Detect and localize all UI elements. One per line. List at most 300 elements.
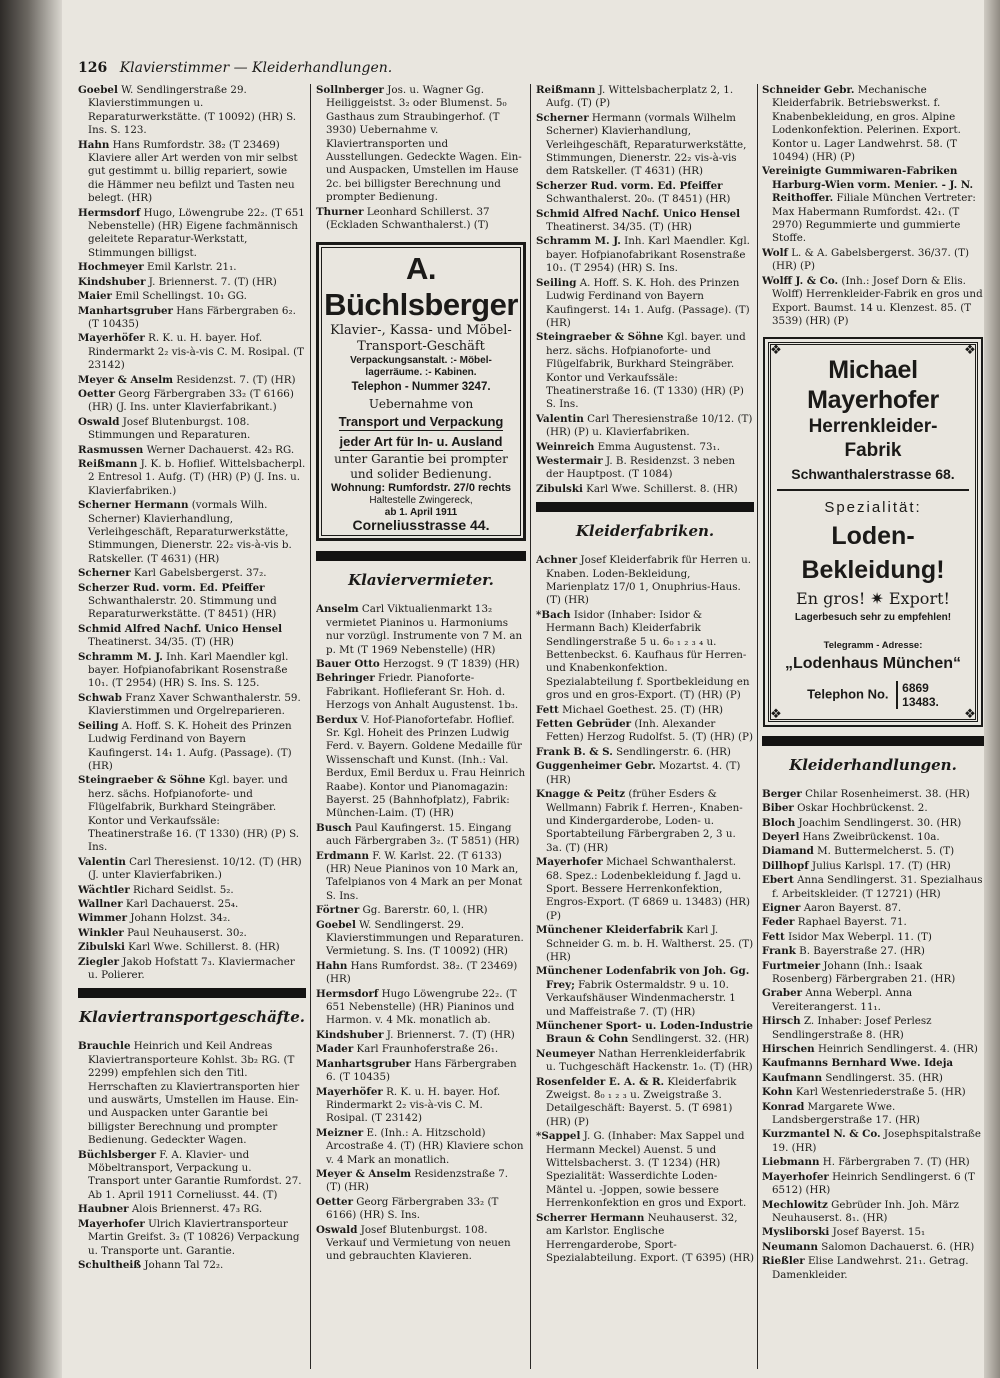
entry-name: Guggenheimer Gebr.: [536, 760, 656, 773]
entry-details: Leonhard Schillerst. 37 (Eckladen Schwanthalerst.) (T): [326, 205, 490, 232]
entry-details: Josephspitalstraße 19. (HR): [772, 1128, 982, 1154]
entry-name: Steingraeber & Söhne: [536, 331, 664, 344]
directory-entry: [316, 960, 526, 987]
entry-details: Heinrich und Keil Andreas Klaviertransporteure Kohlst. 3b₂ RG. (T 2299) empfehlen sich den Titl. Herrschaften zu Klaviertransporten hier und auswärts, Umstellen im Hause. Ein- und Auspacken unter Garantie bei billigster Berechnung und prompter Bedienung. Gedeckter Wagen.: [88, 1040, 300, 1147]
entry-name: Bauer Otto: [316, 657, 380, 670]
entry-name: Fetten Gebrüder: [536, 718, 632, 731]
directory-entry: [316, 988, 526, 1028]
entry-name: Westermair: [536, 454, 603, 467]
entry-details: Karl J. Schneider G. m. b. H. Waltherst. 25. (T) (HR): [546, 924, 754, 963]
directory-entry: [316, 84, 526, 205]
entry-name: Meizner: [316, 1126, 364, 1139]
directory-entry: [536, 180, 754, 207]
ornament-icon: ❖: [964, 705, 976, 721]
entry-details: Sendlingerst. 35. (HR): [825, 1071, 943, 1084]
directory-entry: [762, 831, 984, 844]
ad-text: Transport-Geschäft: [357, 339, 485, 355]
entry-details: Jakob Hofstatt 7₃. Klaviermacher u. Polierer.: [88, 955, 295, 981]
entry-details: Elise Landwehrst. 21₁. Getrag. Damenkleider.: [772, 1255, 969, 1281]
entry-details: (früher Esders & Wellmann) Fabrik f. Herren-, Knaben- und Kindergarderobe, Loden- u. Sportabteilung Färbergraben 2, 3 u. 3a. (T) (HR): [546, 788, 743, 854]
directory-entry: [78, 261, 306, 274]
entry-details: Residenzst. 7. (T) (HR): [176, 373, 296, 386]
entry-details: Johann (Inh.: Isaak Rosenberg) Färbergraben 21. (HR): [772, 959, 956, 985]
entry-details: (Inh.: Josef Dorn & Elis. Wolff) Herrenkleider-Fabrik en gros und Export. Baumst. 14 u. Klenzest. 85. (T 3539) (HR) (P): [772, 274, 983, 327]
entry-name: Hirschen: [762, 1043, 815, 1056]
entry-details: Hermann (vormals Wilhelm Scherner) Klavierhandlung, Verleihgeschäft, Reparaturwerkstätte, Stimmungen, Dienerstr. 22₂ vis-à-vis dem Ratskeller. (T 4631) (HR): [546, 111, 747, 178]
entry-details: Emma Augustenst. 73₁.: [597, 440, 720, 453]
directory-entry: [762, 275, 984, 329]
directory-entry: [536, 609, 754, 703]
section-heading: Klaviervermieter.: [348, 571, 494, 590]
directory-entry: [536, 746, 754, 759]
entry-details: Karl Wwe. Schillerst. 8. (HR): [586, 482, 738, 495]
directory-entry: [536, 1212, 754, 1266]
entry-details: Gg. Barerstr. 60, l. (HR): [362, 904, 488, 917]
entry-name: Wimmer: [78, 912, 128, 925]
directory-entry: [316, 1058, 526, 1085]
directory-entry: [762, 845, 984, 858]
directory-entry: [316, 919, 526, 959]
entry-details: Inh. Karl Maendler. Kgl. bayer. Hofpianofabrikant Rosenstraße 10₁. (T 2954) (HR) S. Ins.: [546, 235, 750, 275]
entry-details: Josef Bayerst. 15₁: [832, 1226, 926, 1239]
directory-entry: [78, 651, 306, 691]
entry-name: Mayerhöfer: [78, 332, 145, 345]
entry-details: Hugo Löwengrube 22₂. (T 651 Nebenstelle) (HR) Pianinos und Harmon. v. 4 Mk. monatlich ab.: [326, 987, 517, 1027]
entry-name: Eigner: [762, 901, 801, 914]
ad-text: Uebernahme von: [368, 396, 474, 411]
directory-entry: [78, 207, 306, 261]
entry-details: B. Bayerstraße 27. (HR): [799, 945, 925, 958]
section-heading: Kleiderfabriken.: [575, 522, 715, 541]
entry-name: Schramm M. J.: [78, 650, 163, 663]
directory-entry: [536, 112, 754, 179]
directory-entry: [762, 931, 984, 944]
ornament-icon: ❖: [770, 342, 782, 358]
entry-details: Carl Theresienst. 10/12. (T) (HR) (J. unter Klavierfabriken.): [88, 855, 302, 882]
directory-entry: [536, 277, 754, 331]
entry-name: Ebert: [762, 874, 794, 887]
entry-name: Berdux: [316, 713, 358, 726]
section-rule: [536, 502, 754, 512]
entry-name: Hirsch: [762, 1015, 801, 1028]
directory-entry: [762, 1072, 984, 1085]
entry-name: Mayerhofer: [536, 856, 603, 869]
directory-entry: [536, 924, 754, 964]
section-heading: Kleiderhandlungen.: [789, 755, 957, 774]
entry-details: W. Sendlingerst. 29. Klavierstimmungen und Reparaturen. Vermietung. S. Ins. (T 10092) (HR): [326, 918, 524, 958]
entry-details: L. & A. Gabelsbergerst. 36/37. (T) (HR) (P): [772, 246, 969, 273]
entry-details: R. K. u. H. bayer. Hof. Rindermarkt 2₂ vis-à-vis C. M. Rosipal. (T 23142): [88, 332, 305, 372]
directory-entry: [536, 788, 754, 855]
directory-entry: [762, 1086, 984, 1099]
entry-details: V. Hof-Pianofortefabr. Hoflief. Sr. Kgl. Hoheit des Prinzen Ludwig Ferd. v. Bayern. Goldene Medaille für Wissenschaft und Kunst. (Inh.: Val. Berdux, Emil Berdux u. Frau Heinrich Raabe). Kontor und Pianomagazin: Bayerst. 25 (Bahnhofplatz), Fabrik: München-Laim. (T) (HR): [326, 713, 526, 820]
advertisement-buechlsberger: [316, 242, 526, 541]
ad-text: ab 1. April 1911: [384, 506, 458, 518]
directory-entry: [78, 774, 306, 854]
entry-name: Scherner: [536, 111, 589, 124]
entry-details: Hans Rumfordst. 38₂. (T 23469) (HR): [326, 959, 518, 986]
entry-details: Neuhauserst. 32, am Karlstor. Englische Herrengarderobe, Sport-Spezialabteilung. Export. (T 6395) (HR): [546, 1211, 754, 1264]
entry-details: Emil Schellingst. 10₁ GG.: [115, 290, 247, 303]
directory-entry: [762, 1015, 984, 1042]
ad-text: Transport und Verpackung: [338, 413, 504, 429]
directory-entry: [762, 945, 984, 958]
entry-name: Liebmann: [762, 1156, 820, 1169]
directory-entry: [536, 483, 754, 496]
entry-name: Sollnberger: [316, 84, 384, 96]
entry-name: Rosenfelder E. A. & R.: [536, 1075, 665, 1088]
entry-name: Ziegler: [78, 955, 120, 968]
directory-entry: [78, 139, 306, 206]
column-1: [78, 84, 306, 1369]
entry-details: W. Sendlingerstraße 29. Klavierstimmungen u. Reparaturwerkstätte. (T 10092) (HR) S. Ins. S. 123.: [88, 84, 297, 137]
entry-details: Karl Gabelsbergerst. 37₂.: [133, 567, 267, 580]
directory-entry: [78, 444, 306, 457]
entry-name: Reißmann: [78, 457, 138, 470]
column-2: [316, 84, 526, 1369]
ad-text: unter Garantie bei prompter: [334, 451, 508, 466]
directory-entry: [316, 672, 526, 712]
entry-name: Hahn: [78, 138, 110, 151]
entry-name: Neumeyer: [536, 1047, 595, 1060]
column-3: [536, 84, 754, 1369]
entry-name: Zibulski: [78, 941, 125, 954]
entry-name: Scherzer Rud. vorm. Ed. Pfeiffer: [536, 179, 723, 192]
entry-name: Oswald: [78, 415, 120, 428]
directory-entry: [316, 603, 526, 657]
directory-entry: [536, 704, 754, 717]
entry-name: Kindshuber: [316, 1028, 384, 1041]
entry-details: Paul Kaufingerst. 15. Eingang auch Färbergraben 3₂. (T 5851) (HR): [326, 821, 520, 848]
entry-details: Kgl. bayer. und herz. sächs. Hofpianoforte- und Flügelfabrik, Burkhard Steingräber. Kontor und Verkaufssäle: Theatinerstraße 16. (T 1330) (HR) (P) S. Ins.: [546, 331, 746, 411]
column-divider: [757, 84, 758, 1369]
entry-list: [536, 554, 754, 1265]
entry-details: Josef Kleiderfabrik für Herren u. Knaben. Loden-Bekleidung, Marienplatz 17/0 1, Onuphrius-Haus. (T) (HR): [546, 554, 751, 607]
entry-name: Hermsdorf: [78, 206, 141, 219]
entry-details: Werner Dachauerst. 42₃ RG.: [146, 443, 295, 456]
entry-details: Mechanische Kleiderfabrik. Betriebswerkst. f. Knabenbekleidung, en gros. Alpine Lodenkonfektion. Pelerinen. Export. Kontor u. Lager Landwehrst. 58. (T 10494) (HR) (P): [772, 84, 961, 164]
ad-text: jeder Art für In- u. Ausland: [339, 433, 503, 449]
entry-name: Furtmeier: [762, 959, 821, 972]
entry-details: Schwanthalerstr. 20. Stimmung und Reparaturwerkstätte. (T 8451) (HR): [88, 595, 277, 621]
directory-entry: [78, 1203, 306, 1216]
entry-name: Oetter: [316, 1195, 354, 1208]
entry-details: J. Briennerst. 7. (T) (HR): [386, 1028, 515, 1041]
ad-text: und solider Bedienung.: [350, 466, 492, 481]
entry-details: Friedr. Pianoforte-Fabrikant. Hoflieferant Sr. Hoh. d. Herzogs von Anhalt Augustenst. 1b₃.: [326, 672, 519, 712]
directory-entry: [762, 84, 984, 164]
entry-details: Herzogst. 9 (T 1839) (HR): [383, 657, 520, 670]
directory-entry: [762, 1057, 984, 1070]
ad-text: Lagerbesuch sehr zu empfehlen!: [794, 612, 952, 624]
entry-details: Kleiderfabrik Zweigst. 8₀ ₁ ₂ ₃ u. Zweigstraße 3. Detailgeschäft: Bayerst. 5. (T 6981) (HR) (P): [546, 1075, 737, 1128]
directory-entry: [762, 902, 984, 915]
column-4: [762, 84, 984, 1369]
ad-telegram-address: „Lodenhaus München“: [785, 654, 961, 672]
entry-details: Paul Neuhauserst. 30₂.: [127, 926, 247, 939]
entry-details: Aaron Bayerst. 87.: [803, 901, 902, 914]
entry-name: Berger: [762, 787, 802, 800]
entry-name: Mayerhöfer: [316, 1085, 383, 1098]
entry-name: Winkler: [78, 926, 124, 939]
directory-entry: [536, 718, 754, 745]
ad-telephone-number: 6869: [902, 680, 929, 695]
entry-name: Kaufmann: [762, 1071, 823, 1084]
entry-name: Seiling: [536, 276, 577, 289]
entry-details: Karl Dachauerst. 25₄.: [125, 897, 239, 910]
entry-name: Schultheiß: [78, 1258, 142, 1271]
directory-entry: [78, 582, 306, 622]
entry-name: Scherrer Hermann: [536, 1211, 645, 1224]
entry-name: Mayerhofer: [762, 1170, 829, 1183]
entry-details: H. Färbergraben 7. (T) (HR): [822, 1156, 970, 1169]
directory-entry: [762, 802, 984, 815]
page-number: 126: [78, 60, 108, 76]
entry-details: Theatinerst. 34/35. (T) (HR): [88, 636, 234, 649]
entry-details: J. Briennerst. 7. (T) (HR): [148, 275, 277, 288]
directory-entry: [316, 658, 526, 671]
entry-details: Isidor Max Weberpl. 11. (T): [788, 930, 932, 943]
directory-entry: [78, 1218, 306, 1258]
entry-name: Thurner: [316, 205, 364, 218]
advertisement-mayerhofer: [768, 342, 978, 721]
entry-name: Mader: [316, 1043, 354, 1056]
directory-entry: [316, 1043, 526, 1056]
entry-name: Manhartsgruber: [78, 304, 173, 317]
entry-name: Achner: [536, 554, 578, 567]
entry-details: J. Wittelsbacherplatz 2, 1. Aufg. (T) (P): [546, 84, 734, 110]
entry-name: Knagge & Peitz: [536, 788, 626, 801]
entry-details: Anna Weberpl. Anna Vereiterangerst. 11₁.: [772, 987, 913, 1013]
entry-name: Steingraeber & Söhne: [78, 774, 206, 787]
entry-name: Goebel: [78, 84, 118, 96]
entry-name: Feder: [762, 916, 795, 929]
entry-details: Sendlingerst. 32. (HR): [631, 1033, 750, 1046]
entry-name: Frank B. & S.: [536, 745, 613, 758]
column-divider: [310, 84, 311, 1369]
directory-entry: [762, 987, 984, 1014]
entry-details: Hans Färbergraben 6. (T 10435): [326, 1057, 517, 1084]
entry-details: Inh. Karl Maendler kgl. bayer. Hofpianofabrikant Rosenstraße 10₁. (T 2954) (HR) S. Ins. S. 125.: [88, 650, 289, 690]
entry-details: Karl Wwe. Schillerst. 8. (HR): [128, 941, 280, 954]
entry-name: Konrad: [762, 1100, 805, 1113]
entry-details: Heinrich Sendlingerst. 6 (T 6512) (HR): [772, 1170, 975, 1197]
book-gutter: [0, 0, 62, 1378]
entry-name: Kurzmantel N. & Co.: [762, 1128, 881, 1141]
entry-details: Theatinerst. 34/35. (T) (HR): [546, 221, 692, 234]
directory-entry: [536, 965, 754, 1019]
directory-entry: [536, 413, 754, 440]
entry-details: J. B. Residenzst. 3 neben der Hauptpost. (T 1084): [546, 454, 735, 481]
entry-name: Rießler: [762, 1255, 805, 1268]
entry-list: [762, 84, 984, 328]
entry-details: Isidor (Inhaber: Isidor & Hermann Bach) Kleiderfabrik Sendlingerstraße 5 u. 6₀ ₁ ₂ ₃ ₄ u. Bettenbeckst. 6. Kaufhaus für Herren- und Knabenkonfektion. Spezialabteilung f. Sportbekleidung en gros und en gros-Export. (T) (HR) (P): [546, 608, 750, 702]
entry-details: Schwanthalerst. 20₀. (T 8451) (HR): [546, 193, 731, 206]
entry-details: Karl Westenriederstraße 5. (HR): [795, 1086, 966, 1099]
entry-name: Zibulski: [536, 482, 583, 495]
ad-address: Wohnung: Rumfordstr. 27/0 rechts: [330, 481, 512, 494]
directory-entry: [536, 1130, 754, 1210]
entry-details: A. Hoff. S. K. Hoheit des Prinzen Ludwig Ferdinand von Bayern Kaufingerst. 14₁ 1. Aufg. (Passage). (T) (HR): [88, 719, 292, 772]
directory-entry: [78, 332, 306, 372]
entry-name: Oswald: [316, 1223, 358, 1236]
entry-name: Anselm: [316, 603, 359, 616]
directory-entry: [762, 1171, 984, 1198]
directory-entry: [762, 1043, 984, 1056]
ad-telephone: [777, 681, 969, 709]
ad-text: Fabrik: [844, 440, 902, 462]
ad-company-name: Michael Mayerhofer: [807, 356, 939, 415]
entry-name: Schneider Gebr.: [762, 84, 855, 96]
entry-list: [78, 84, 306, 982]
directory-entry: [78, 720, 306, 774]
directory-entry: [536, 441, 754, 454]
entry-name: Meyer & Anselm: [316, 1167, 412, 1180]
directory-entry: [78, 856, 306, 883]
directory-entry: [762, 1156, 984, 1169]
entry-name: Dillhopf: [762, 859, 809, 872]
entry-details: Filiale München Vertreter: Max Habermann Rumfordst. 42₁. (T 2970) Regummierte und gummierte Stoffe.: [772, 192, 976, 245]
entry-name: Wächtler: [78, 883, 130, 896]
directory-entry: [536, 1020, 754, 1047]
directory-entry: [536, 856, 754, 923]
entry-name: Vereinigte Gummiwaren-Fabriken Harburg-Wien vorm. Menier. - J. N. Reithoffer.: [762, 165, 974, 205]
ad-text: Herrenkleider-: [808, 416, 938, 438]
entry-details: E. (Inh.: A. Hitzschold) Arcostraße 4. (T) (HR) Klaviere schon v. 4 Mark an monatlich.: [326, 1126, 524, 1166]
directory-entry: [762, 1255, 984, 1282]
entry-details: Nathan Herrenkleiderfabrik u. Tuchgeschäft Hackenstr. 1₀. (T) (HR): [546, 1047, 753, 1074]
entry-details: Oskar Hochbrückenst. 2.: [797, 802, 928, 815]
entry-name: Hermsdorf: [316, 987, 379, 1000]
directory-entry: [316, 1029, 526, 1042]
entry-name: Schramm M. J.: [536, 235, 621, 248]
entry-name: Behringer: [316, 672, 375, 685]
directory-entry: [78, 692, 306, 719]
directory-entry: [316, 1196, 526, 1223]
facing-page-edge: [984, 0, 1000, 1378]
ad-address: Corneliusstrasse 44.: [352, 516, 490, 533]
ad-telephone-label: Telephon No.: [807, 686, 889, 702]
entry-details: Julius Karlspl. 17. (T) (HR): [811, 859, 951, 872]
section-rule: [316, 551, 526, 561]
directory-entry: [78, 276, 306, 289]
entry-name: Schmid Alfred Nachf. Unico Hensel: [78, 622, 283, 635]
entry-name: Fett: [536, 703, 559, 716]
entry-name: Münchener Lodenfabrik von Joh. Gg. Frey;: [536, 965, 750, 991]
ad-text: Haltestelle Zwingereck,: [369, 494, 473, 506]
directory-entry: [316, 1127, 526, 1167]
entry-name: Biber: [762, 802, 794, 815]
ornament-icon: ❖: [770, 705, 782, 721]
entry-name: Kaufmanns Bernhard Wwe. Ideja: [762, 1057, 954, 1070]
entry-details: Johann Holzst. 34₂.: [130, 912, 231, 925]
directory-entry: [762, 788, 984, 801]
ad-headline: Loden-Bekleidung!: [801, 522, 945, 585]
entry-details: Ulrich Klaviertransporteur Martin Greifst. 3₂ (T 10826) Verpackung u. Transporte unt. Garantie.: [88, 1217, 300, 1257]
ad-telephone-numbers: [896, 681, 939, 709]
directory-entry: [78, 290, 306, 303]
entry-details: J. K. b. Hoflief. Wittelsbacherpl. 2 Entresol 1. Aufg. (T) (HR) (P) (J. Ins. u. Klavierfabriken.): [88, 457, 306, 497]
directory-entry: [536, 84, 754, 111]
directory-entry: [78, 416, 306, 443]
ad-text: lagerräume. :- Kabinen.: [365, 367, 477, 379]
entry-name: Mysliborski: [762, 1226, 830, 1239]
entry-name: Mayerhofer: [78, 1217, 145, 1230]
entry-name: Wallner: [78, 897, 123, 910]
directory-entry: [762, 1241, 984, 1254]
directory-entry: [762, 1226, 984, 1239]
entry-name: Deyerl: [762, 830, 800, 843]
directory-entry: [316, 1168, 526, 1195]
ad-address: Schwanthalerstrasse 68.: [777, 463, 969, 491]
directory-entry: [762, 874, 984, 901]
ad-text: Verpackungsanstalt. :- Möbel-: [350, 355, 492, 367]
entry-name: Erdmann: [316, 849, 370, 862]
entry-details: Josef Blutenburgst. 108. Verkauf und Vermietung von neuen und gebrauchten Klavieren.: [326, 1223, 511, 1263]
directory-entry: [78, 941, 306, 954]
directory-entry: [536, 455, 754, 482]
entry-list: [762, 788, 984, 1282]
directory-entry: [78, 884, 306, 897]
directory-entry: [762, 916, 984, 929]
entry-details: Richard Seidlst. 5₂.: [133, 883, 234, 896]
entry-name: Wolff J. & Co.: [762, 274, 839, 287]
entry-details: Salomon Dachauerst. 6. (HR): [821, 1240, 975, 1253]
entry-name: Mechlowitz: [762, 1198, 828, 1211]
entry-details: Gebrüder Inh. Joh. März Neuhauserst. 8₁. (HR): [772, 1198, 959, 1224]
entry-list: [536, 84, 754, 496]
directory-entry: [78, 374, 306, 387]
directory-entry: [762, 165, 984, 245]
entry-details: Hans Färbergraben 6₂. (T 10435): [88, 304, 296, 330]
directory-entry: [78, 1040, 306, 1147]
directory-entry: [762, 1128, 984, 1155]
entry-details: Margarete Wwe. Landsbergerstraße 17. (HR): [772, 1100, 920, 1127]
entry-details: Johann Tal 72₂.: [144, 1258, 224, 1271]
entry-name: Neumann: [762, 1240, 818, 1253]
directory-entry: [762, 247, 984, 274]
entry-details: J. G. (Inhaber: Max Sappel und Hermann Meckel) Auenst. 5 und Wittelsbacherst. 3. (T 1234) (HR) Spezialität: Wasserdichte Loden-Mäntel u. -Joppen, sowie bessere Herrenkonfektion en gros und Export.: [546, 1130, 747, 1210]
directory-entry: [78, 927, 306, 940]
entry-name: Weinreich: [536, 440, 595, 453]
directory-entry: [316, 206, 526, 233]
entry-name: Valentin: [78, 855, 126, 868]
entry-details: Fabrik Ostermaldstr. 9 u. 10. Verkaufshäuser Windenmacherstr. 1 und Maffeistraße 7. (T) (HR): [546, 978, 736, 1018]
directory-page: [6, 0, 1000, 1378]
entry-name: Kindshuber: [78, 275, 146, 288]
directory-entry: [316, 1086, 526, 1126]
ad-company-name: A. Büchlsberger: [324, 251, 518, 323]
entry-name: Brauchle: [78, 1040, 131, 1053]
entry-details: Anna Sendlingerst. 31. Spezialhaus f. Arbeitskleider. (T 12721) (HR): [772, 874, 983, 900]
directory-entry: [316, 850, 526, 904]
entry-name: Manhartsgruber: [316, 1057, 411, 1070]
directory-entry: [536, 235, 754, 275]
directory-entry: [78, 956, 306, 983]
ad-text: Klavier-, Kassa- und Möbel-: [330, 323, 512, 339]
entry-details: Sendlingerstr. 6. (HR): [616, 745, 731, 758]
page-title: Klavierstimmer — Kleiderhandlungen.: [119, 60, 393, 76]
entry-details: Michael Goethest. 25. (T) (HR): [562, 703, 724, 716]
directory-entry: [78, 898, 306, 911]
entry-name: Busch: [316, 821, 352, 834]
column-divider: [530, 84, 531, 1369]
directory-entry: [316, 822, 526, 849]
entry-details: Carl Theresienstraße 10/12. (T) (HR) (P) u. Klavierfabriken.: [546, 412, 753, 439]
directory-entry: [536, 208, 754, 235]
directory-entry: [316, 904, 526, 917]
directory-entry: [536, 760, 754, 787]
